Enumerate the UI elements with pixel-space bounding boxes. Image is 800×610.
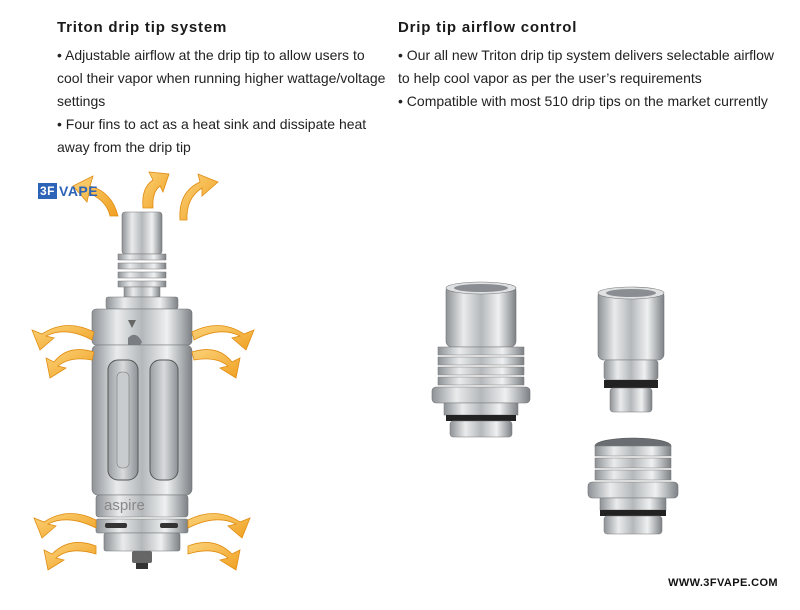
arrow-icon <box>188 513 250 538</box>
arrow-icon <box>143 172 169 208</box>
arrow-icon <box>180 174 218 220</box>
arrow-icon <box>46 350 94 378</box>
tank-brand-label: aspire <box>104 497 145 514</box>
footer-url: WWW.3FVAPE.COM <box>668 577 778 589</box>
drip-tip-top-piece <box>598 287 664 412</box>
finned-base-piece <box>588 438 678 534</box>
arrow-icon <box>192 325 254 350</box>
right-bullet-1: • Our all new Triton drip tip system delivers selectable airflow to help cool vapor as per the user’s requirements <box>398 47 775 86</box>
arrow-icon <box>44 542 96 570</box>
brand-logo-box: 3F <box>40 184 56 198</box>
drip-tip-fins <box>118 254 166 287</box>
arrow-icon <box>32 325 94 350</box>
arrow-icon <box>188 542 240 570</box>
left-bullet-1: • Adjustable airflow at the drip tip to allow users to cool their vapor when running higher wattage/voltage settings <box>57 47 386 109</box>
left-bullet-2: • Four fins to act as a heat sink and dissipate heat away from the drip tip <box>57 116 367 155</box>
arrow-icon <box>34 513 96 538</box>
left-heading: Triton drip tip system <box>57 19 228 36</box>
right-heading: Drip tip airflow control <box>398 19 578 36</box>
brand-logo-text: VAPE <box>59 183 99 199</box>
atomizer-tank <box>92 212 192 569</box>
assembled-drip-tip <box>432 282 530 437</box>
arrow-icon <box>192 350 240 378</box>
brand-logo <box>38 183 98 199</box>
right-bullet-2: • Compatible with most 510 drip tips on the market currently <box>398 93 768 109</box>
